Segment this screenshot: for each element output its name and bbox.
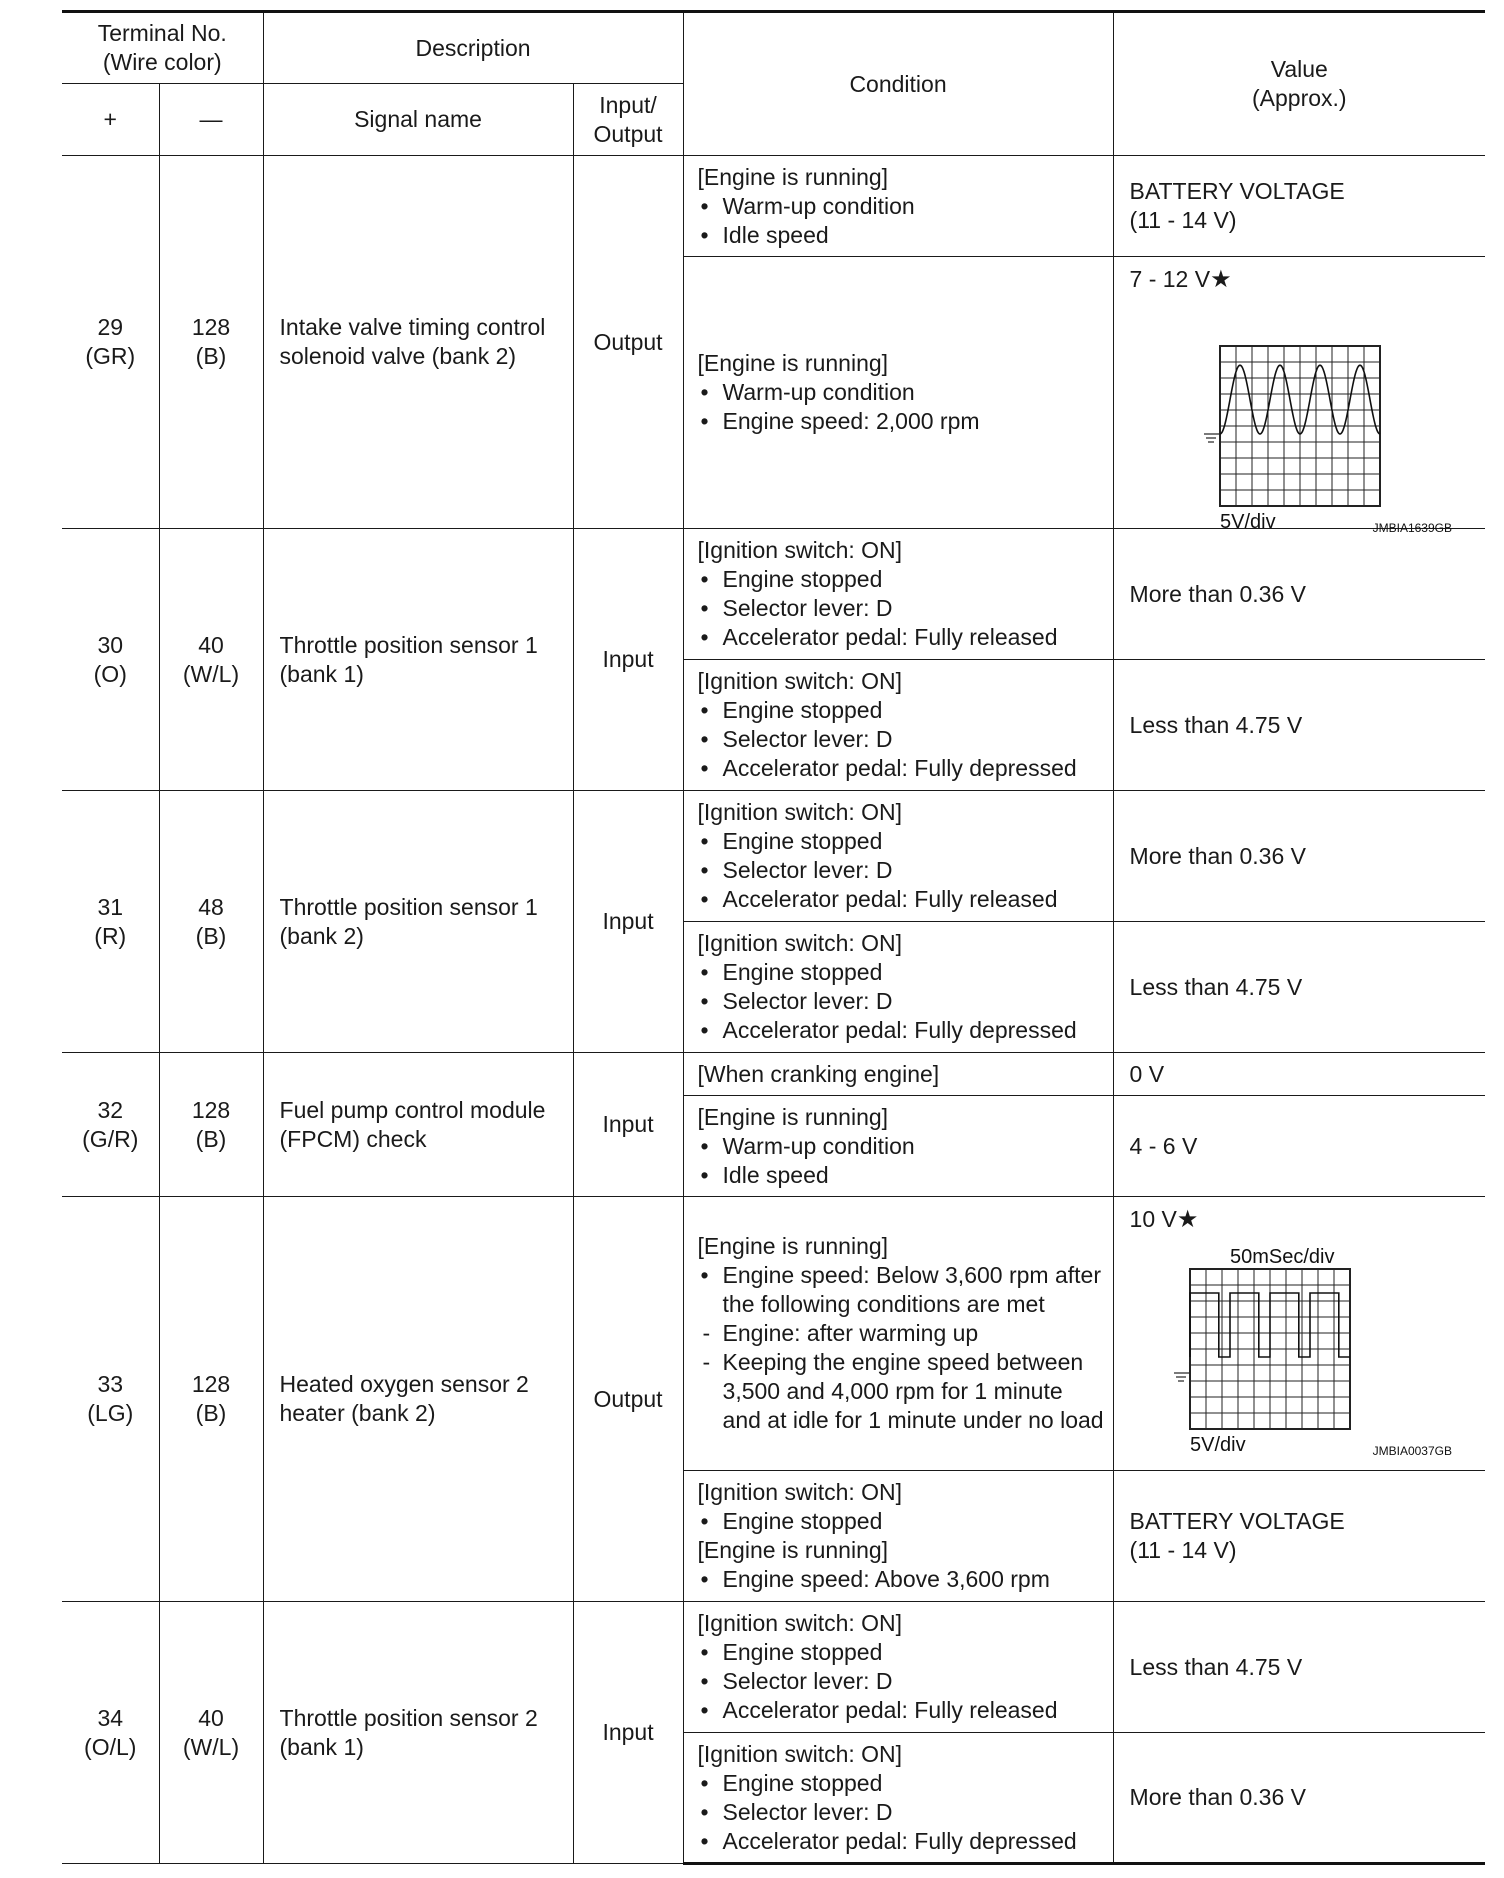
condition-cell	[683, 660, 1113, 791]
terminal-minus	[159, 529, 263, 791]
condition-heading: [Engine is running]	[697, 350, 889, 376]
terminal-minus	[159, 156, 263, 529]
condition-cell	[683, 1602, 1113, 1733]
condition-bullet: • Selector lever: D	[698, 856, 1113, 885]
header-condition: Condition	[683, 12, 1113, 156]
condition-bullet: • Engine speed: Above 3,600 rpm	[698, 1565, 1113, 1594]
signal-name	[263, 156, 573, 529]
terminal-plus-text: (O/L)	[84, 1733, 137, 1760]
condition-cell	[683, 529, 1113, 660]
terminal-plus-text: (G/R)	[82, 1125, 139, 1152]
table-row	[62, 1602, 1485, 1733]
star-icon: ★	[1176, 1206, 1199, 1233]
value-line	[1130, 265, 1486, 294]
condition-bullet: • Engine stopped	[698, 1769, 1113, 1798]
value-cell	[1113, 529, 1485, 660]
terminal-minus-text: 40	[198, 631, 224, 658]
header-input-output: Input/ Output	[573, 84, 683, 156]
condition-bullet: • Engine stopped	[698, 1507, 1113, 1536]
terminal-plus	[62, 156, 159, 529]
condition-cell	[683, 156, 1113, 257]
condition-bullet: • Selector lever: D	[698, 1667, 1113, 1696]
condition-heading: [Engine is running]	[697, 1103, 889, 1130]
condition-heading: [Ignition switch: ON]	[697, 930, 903, 956]
terminal-minus-text: (B)	[195, 1400, 227, 1426]
ground-marker-icon	[1204, 434, 1220, 442]
signal-name-text: Throttle position sensor 1	[279, 893, 538, 920]
condition-bullet: • Selector lever: D	[698, 1798, 1113, 1827]
condition-heading: [Ignition switch: ON]	[697, 799, 903, 825]
input-output	[573, 1053, 683, 1197]
signal-name	[263, 1053, 573, 1197]
value-text: BATTERY VOLTAGE	[1129, 178, 1345, 204]
condition-bullet: • Warm-up condition	[698, 192, 1113, 221]
value-text: 4 - 6 V	[1129, 1132, 1198, 1159]
condition-bullet: • Accelerator pedal: Fully released	[698, 1696, 1113, 1725]
header-plus: +	[62, 84, 159, 156]
terminal-plus-text: (R)	[94, 922, 127, 949]
value-cell	[1113, 660, 1485, 791]
scope-figure-code: JMBIA0037GB	[1372, 1444, 1452, 1458]
input-output	[573, 529, 683, 791]
table-row	[62, 1197, 1485, 1471]
signal-name-text: (bank 1)	[279, 660, 364, 687]
value-cell	[1113, 1053, 1485, 1096]
condition-cell	[683, 791, 1113, 922]
input-output-text: Output	[593, 328, 663, 355]
terminal-minus-text: (W/L)	[182, 1733, 240, 1760]
value-cell	[1113, 257, 1485, 535]
terminal-minus-text: (W/L)	[182, 660, 240, 687]
signal-name-text: (bank 2)	[279, 922, 364, 949]
input-output-text: Input	[602, 646, 654, 672]
condition-heading: [Engine is running]	[697, 163, 889, 190]
condition-bullet: • Selector lever: D	[698, 594, 1113, 623]
condition-bullet: • Idle speed	[698, 1161, 1113, 1190]
input-output-text: Output	[593, 1385, 663, 1412]
terminal-plus-text: (LG)	[87, 1400, 134, 1426]
terminal-minus-text: 40	[198, 1704, 224, 1731]
value-cell	[1113, 1096, 1485, 1197]
condition-bullet: • Accelerator pedal: Fully released	[698, 885, 1113, 914]
signal-name	[263, 529, 573, 791]
value-cell	[1113, 1197, 1485, 1471]
waveform-trace	[1190, 1293, 1350, 1357]
terminal-minus	[159, 791, 263, 1053]
signal-name-text: Intake valve timing control	[279, 314, 546, 340]
condition-bullet: • Accelerator pedal: Fully depressed	[698, 754, 1113, 783]
signal-name-text: Throttle position sensor 2	[279, 1704, 538, 1731]
condition-cell	[683, 1733, 1113, 1864]
terminal-minus	[159, 1197, 263, 1602]
ground-marker-icon	[1174, 1373, 1190, 1381]
value-cell	[1113, 791, 1485, 922]
condition-bullet: • Idle speed	[698, 221, 1113, 250]
terminal-minus-text: 128	[191, 314, 231, 340]
condition-bullet: • Warm-up condition	[698, 378, 1113, 407]
condition-heading: [When cranking engine]	[697, 1060, 940, 1087]
value-text: 7 - 12 V	[1129, 266, 1211, 292]
condition-bullet: • Selector lever: D	[698, 987, 1113, 1016]
scope-volt-label: 5V/div	[1189, 1434, 1246, 1456]
table-row	[62, 156, 1485, 257]
terminal-table-sheet	[62, 10, 1485, 1870]
value-text: Less than 4.75 V	[1129, 711, 1303, 738]
terminal-plus-text: 32	[97, 1096, 124, 1123]
signal-name-text: solenoid valve (bank 2)	[279, 343, 517, 369]
value-cell	[1113, 1602, 1485, 1733]
condition-heading: [Engine is running]	[697, 1233, 889, 1259]
terminal-plus	[62, 791, 159, 1053]
condition-cell	[683, 1096, 1113, 1197]
input-output	[573, 156, 683, 529]
signal-name	[263, 1197, 573, 1602]
value-text: More than 0.36 V	[1129, 1784, 1306, 1810]
value-text: More than 0.36 V	[1129, 842, 1306, 869]
terminal-plus	[62, 1197, 159, 1602]
input-output-text: Input	[602, 1111, 654, 1137]
condition-heading: [Ignition switch: ON]	[697, 1479, 903, 1505]
condition-bullet: • Engine stopped	[698, 958, 1113, 987]
header-terminal-no: Terminal No. (Wire color)	[62, 12, 263, 84]
terminal-minus-text: (B)	[195, 343, 227, 369]
terminal-minus-text: 48	[198, 893, 224, 920]
terminal-plus-text: 33	[97, 1371, 124, 1397]
condition-bullet: • Warm-up condition	[698, 1132, 1113, 1161]
terminal-plus	[62, 529, 159, 791]
terminal-minus-text: 128	[191, 1371, 231, 1397]
terminal-plus-text: 29	[97, 314, 124, 340]
terminal-plus-text: (GR)	[85, 343, 136, 369]
signal-name	[263, 791, 573, 1053]
terminal-plus	[62, 1053, 159, 1197]
signal-name-text: Heated oxygen sensor 2	[279, 1371, 529, 1397]
condition-bullet: • Engine speed: 2,000 rpm	[698, 407, 1113, 436]
header-value: Value (Approx.)	[1113, 12, 1485, 156]
condition-cell	[683, 922, 1113, 1053]
table-row	[62, 529, 1485, 660]
condition-cell	[683, 1053, 1113, 1096]
value-text: (11 - 14 V)	[1129, 1537, 1237, 1563]
condition-bullet: • Accelerator pedal: Fully depressed	[698, 1827, 1113, 1856]
condition-bullet: • Engine stopped	[698, 1638, 1113, 1667]
condition-sub-item: - Keeping the engine speed between 3,500 and 4,000 rpm for 1 minute and at idle for 1 minute under no load	[698, 1348, 1107, 1435]
signal-name-text: (FPCM) check	[279, 1125, 427, 1152]
value-text: Less than 4.75 V	[1129, 973, 1303, 1000]
condition-heading: [Ignition switch: ON]	[697, 668, 903, 694]
input-output-text: Input	[602, 1719, 654, 1745]
value-text: More than 0.36 V	[1129, 580, 1306, 607]
table-body	[62, 156, 1485, 1864]
condition-cell	[683, 1471, 1113, 1602]
signal-name-text: heater (bank 2)	[279, 1400, 436, 1426]
condition-cell	[683, 257, 1113, 529]
terminal-minus	[159, 1053, 263, 1197]
oscilloscope-waveform	[1130, 1234, 1460, 1458]
terminal-minus-text: (B)	[195, 922, 227, 949]
input-output-text: Input	[602, 908, 654, 934]
value-text: BATTERY VOLTAGE	[1129, 1508, 1345, 1534]
header-minus: —	[159, 84, 263, 156]
star-icon: ★	[1210, 266, 1232, 293]
value-cell	[1113, 1471, 1485, 1602]
input-output	[573, 1602, 683, 1864]
input-output	[573, 1197, 683, 1602]
condition-heading: [Ignition switch: ON]	[697, 537, 903, 563]
condition-heading: [Ignition switch: ON]	[697, 1610, 903, 1636]
header-signal-name: Signal name	[263, 84, 573, 156]
table-row	[62, 791, 1485, 922]
terminal-plus	[62, 1602, 159, 1864]
condition-bullet: • Engine stopped	[698, 827, 1113, 856]
value-text: 0 V	[1129, 1060, 1165, 1087]
condition-bullet: • Accelerator pedal: Fully released	[698, 623, 1113, 652]
terminal-plus-text: 31	[97, 893, 124, 920]
signal-name-text: (bank 1)	[279, 1733, 364, 1760]
signal-name	[263, 1602, 573, 1864]
value-line	[1130, 1205, 1486, 1234]
condition-bullet: • Accelerator pedal: Fully depressed	[698, 1016, 1113, 1045]
ecm-terminal-table	[62, 10, 1485, 1865]
signal-name-text: Throttle position sensor 1	[279, 631, 538, 658]
header-description: Description	[263, 12, 683, 84]
condition-bullet: • Engine stopped	[698, 565, 1113, 594]
value-cell	[1113, 156, 1485, 257]
value-cell	[1113, 922, 1485, 1053]
terminal-plus-text: 34	[97, 1704, 124, 1731]
terminal-minus-text: 128	[191, 1096, 231, 1123]
oscilloscope-waveform	[1130, 294, 1460, 535]
scope-volt-label: 5V/div	[1219, 511, 1276, 533]
value-text: Less than 4.75 V	[1129, 1653, 1303, 1680]
terminal-plus-text: (O)	[93, 660, 127, 687]
table-row	[62, 1053, 1485, 1096]
value-text: (11 - 14 V)	[1129, 207, 1237, 233]
scope-figure-code: JMBIA1639GB	[1372, 521, 1452, 535]
value-text: 10 V	[1129, 1206, 1177, 1232]
condition-bullet: • Selector lever: D	[698, 725, 1113, 754]
condition-cell	[683, 1197, 1113, 1471]
signal-name-text: Fuel pump control module	[279, 1096, 546, 1123]
scope-time-label: 50mSec/div	[1229, 1246, 1335, 1268]
condition-heading: [Engine is running]	[697, 1537, 889, 1563]
terminal-minus	[159, 1602, 263, 1864]
input-output	[573, 791, 683, 1053]
condition-bullet: • Engine speed: Below 3,600 rpm after the following conditions are met	[698, 1261, 1107, 1319]
terminal-plus-text: 30	[97, 631, 124, 658]
terminal-minus-text: (B)	[195, 1125, 227, 1152]
condition-sub-item: - Engine: after warming up	[698, 1319, 1107, 1348]
condition-heading: [Ignition switch: ON]	[697, 1740, 903, 1767]
value-cell	[1113, 1733, 1485, 1864]
condition-bullet: • Engine stopped	[698, 696, 1113, 725]
